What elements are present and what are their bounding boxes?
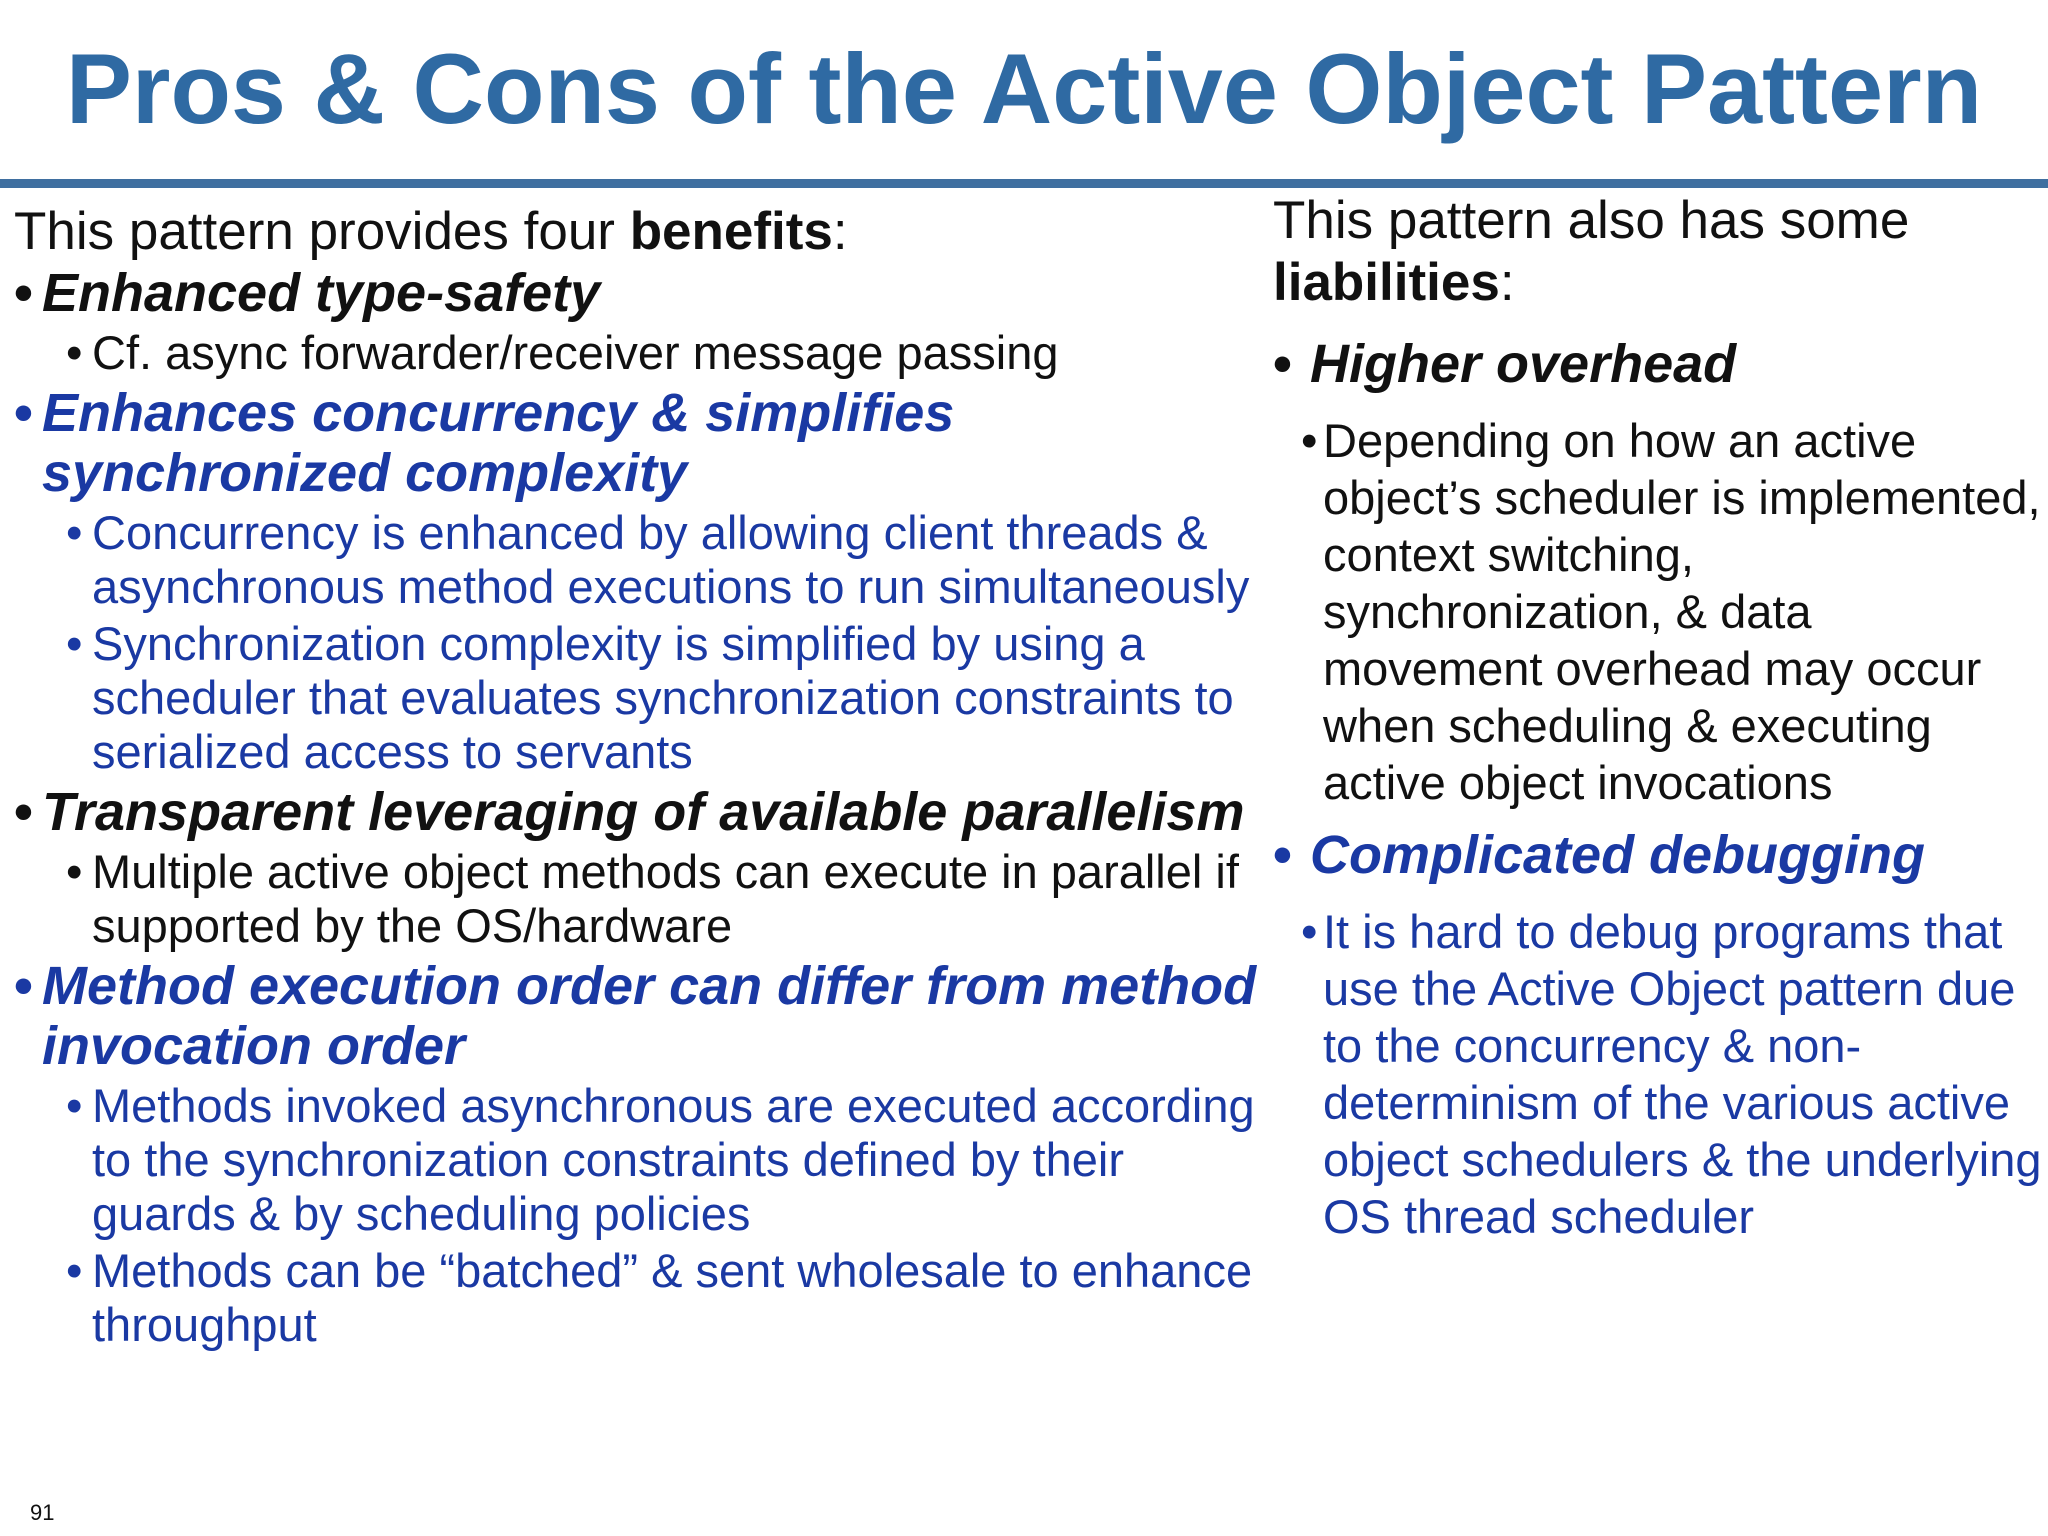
bullet-icon: • <box>14 782 33 842</box>
benefit-detail <box>14 1079 1276 1241</box>
bullet-icon: • <box>1301 414 1318 467</box>
benefits-intro-text: This pattern provides four <box>14 202 630 261</box>
liability-item <box>1273 334 2043 394</box>
liability-detail-text: It is hard to debug programs that use the Active Object pattern due to the concurrency & non-determinism of the various active object schedulers & the underlying OS thread scheduler <box>1323 905 2042 1243</box>
bullet-icon: • <box>14 383 33 443</box>
benefits-keyword: benefits <box>629 202 833 261</box>
liabilities-intro <box>1273 190 2043 314</box>
liability-item <box>1273 825 2043 885</box>
benefit-detail <box>14 845 1276 953</box>
benefit-item <box>14 263 1276 323</box>
benefit-detail-text: Methods can be “batched” & sent wholesale to enhance throughput <box>92 1244 1253 1351</box>
benefit-detail-text: Methods invoked asynchronous are executed according to the synchronization constraints defined by their guards & by scheduling policies <box>92 1079 1255 1240</box>
benefit-item <box>14 782 1276 842</box>
bullet-icon: • <box>66 845 83 898</box>
liability-detail <box>1273 903 2043 1245</box>
bullet-icon: • <box>1273 825 1292 885</box>
benefit-detail-text: Cf. async forwarder/receiver message passing <box>92 326 1059 379</box>
benefit-label: Method execution order can differ from method invocation order <box>42 956 1257 1076</box>
benefit-label: Transparent leveraging of available parallelism <box>42 782 1245 842</box>
bullet-icon: • <box>66 1079 83 1132</box>
bullet-icon: • <box>1273 334 1292 394</box>
liabilities-column <box>1273 190 2043 1259</box>
benefit-label: Enhances concurrency & simplifies synchronized complexity <box>42 383 955 503</box>
benefit-item <box>14 383 1276 503</box>
liability-detail-text: Depending on how an active object’s scheduler is implemented, context switching, synchronization, & data movement overhead may occur when scheduling & executing active object invocations <box>1323 414 2041 809</box>
benefits-intro <box>14 201 1276 263</box>
liabilities-intro-colon: : <box>1499 253 1515 312</box>
liability-detail <box>1273 412 2043 811</box>
bullet-icon: • <box>14 956 33 1016</box>
benefit-detail <box>14 506 1276 614</box>
bullet-icon: • <box>66 617 83 670</box>
slide-title: Pros & Cons of the Active Object Pattern <box>65 33 1983 144</box>
liability-label: Complicated debugging <box>1310 825 1925 885</box>
benefits-intro-colon: : <box>832 202 848 261</box>
benefit-detail <box>14 1244 1276 1352</box>
benefits-column <box>14 201 1276 1355</box>
title-divider <box>0 179 2048 188</box>
benefit-detail-text: Synchronization complexity is simplified by using a scheduler that evaluates synchronization constraints to serialized access to servants <box>92 617 1234 778</box>
benefit-detail <box>14 617 1276 779</box>
benefit-detail-text: Concurrency is enhanced by allowing client threads & asynchronous method executions to run simultaneously <box>92 506 1250 613</box>
liability-label: Higher overhead <box>1310 334 1737 394</box>
bullet-icon: • <box>66 506 83 559</box>
benefit-label: Enhanced type-safety <box>42 263 601 323</box>
page-number: 91 <box>30 1500 55 1525</box>
liabilities-keyword: liabilities <box>1273 253 1500 312</box>
bullet-icon: • <box>1301 905 1318 958</box>
benefit-item <box>14 956 1276 1076</box>
benefit-detail-text: Multiple active object methods can execute in parallel if supported by the OS/hardware <box>92 845 1239 952</box>
liabilities-intro-text: This pattern also has some <box>1273 191 1910 250</box>
bullet-icon: • <box>66 1244 83 1297</box>
bullet-icon: • <box>14 263 33 323</box>
bullet-icon: • <box>66 326 83 379</box>
benefit-detail <box>14 326 1276 380</box>
